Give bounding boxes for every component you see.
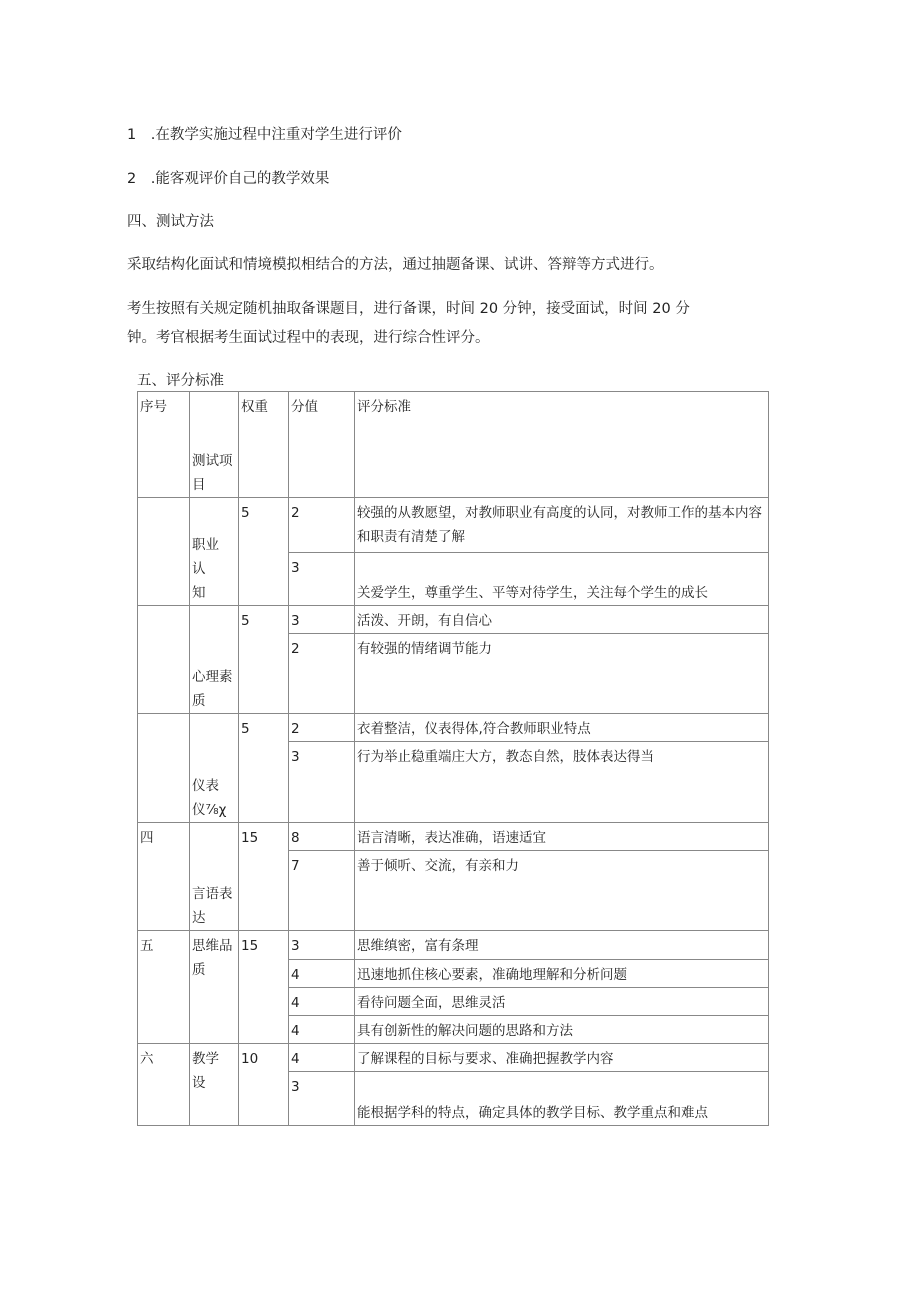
criteria: 迅速地抓住核心要素，准确地理解和分析问题	[355, 960, 769, 988]
score: 3	[289, 553, 355, 606]
score: 4	[289, 1016, 355, 1044]
score: 3	[289, 1072, 355, 1126]
criteria: 活泼、开朗，有自信心	[355, 606, 769, 634]
section-heading: 五、评分标准	[137, 373, 224, 389]
header-no: 序号	[138, 392, 190, 498]
score: 8	[289, 823, 355, 851]
score: 4	[289, 1044, 355, 1072]
test-item: 思维品 质	[190, 931, 239, 1044]
score: 2	[289, 498, 355, 553]
section-heading: 四、测试方法	[127, 214, 214, 230]
test-item: 仪表 仪⅞χ	[190, 714, 239, 823]
paragraph: 采取结构化面试和情境模拟相结合的方法，通过抽题备课、试讲、答辩等方式进行。	[127, 257, 664, 273]
test-item: 心理素 质	[190, 606, 239, 714]
weight: 5	[239, 498, 289, 606]
table-row	[138, 714, 769, 742]
row-number: 六	[138, 1044, 190, 1126]
weight: 15	[239, 823, 289, 931]
test-item: 教学 设	[190, 1044, 239, 1126]
criteria: 了解课程的目标与要求、准确把握教学内容	[355, 1044, 769, 1072]
table-header-row	[138, 392, 769, 498]
weight: 10	[239, 1044, 289, 1126]
score: 3	[289, 606, 355, 634]
criteria: 有较强的情绪调节能力	[355, 634, 769, 714]
criteria: 具有创新性的解决问题的思路和方法	[355, 1016, 769, 1044]
row-number	[138, 714, 190, 823]
score: 3	[289, 931, 355, 960]
paragraph: 1 .在教学实施过程中注重对学生进行评价	[127, 127, 402, 143]
criteria: 语言清晰，表达准确，语速适宜	[355, 823, 769, 851]
score: 2	[289, 714, 355, 742]
table-row	[138, 931, 769, 960]
weight: 15	[239, 931, 289, 1044]
header-weight: 权重	[239, 392, 289, 498]
row-number: 五	[138, 931, 190, 1044]
table-row	[138, 823, 769, 851]
row-number	[138, 606, 190, 714]
weight: 5	[239, 714, 289, 823]
criteria: 较强的从教愿望，对教师职业有高度的认同，对教师工作的基本内容和职责有清楚了解	[355, 498, 769, 553]
criteria: 能根据学科的特点，确定具体的教学目标、教学重点和难点	[355, 1072, 769, 1126]
score: 2	[289, 634, 355, 714]
score: 4	[289, 960, 355, 988]
weight: 5	[239, 606, 289, 714]
criteria: 善于倾听、交流，有亲和力	[355, 851, 769, 931]
criteria: 关爱学生，尊重学生、平等对待学生，关注每个学生的成长	[355, 553, 769, 606]
criteria: 衣着整洁，仪表得体,符合教师职业特点	[355, 714, 769, 742]
table-row	[138, 498, 769, 553]
row-number: 四	[138, 823, 190, 931]
header-item: 测试项目	[190, 392, 239, 498]
score: 3	[289, 742, 355, 823]
scoring-table	[137, 391, 769, 1126]
score: 7	[289, 851, 355, 931]
paragraph: 钟。考官根据考生面试过程中的表现，进行综合性评分。	[127, 330, 490, 346]
header-criteria: 评分标准	[355, 392, 769, 498]
row-number	[138, 498, 190, 606]
criteria: 思维缜密，富有条理	[355, 931, 769, 960]
paragraph: 2 .能客观评价自己的教学效果	[127, 171, 330, 187]
criteria: 看待问题全面，思维灵活	[355, 988, 769, 1016]
header-score: 分值	[289, 392, 355, 498]
paragraph: 考生按照有关规定随机抽取备课题目，进行备课，时间 20 分钟，接受面试，时间 20 分	[127, 301, 690, 317]
score: 4	[289, 988, 355, 1016]
test-item: 言语表 达	[190, 823, 239, 931]
criteria: 行为举止稳重端庄大方，教态自然，肢体表达得当	[355, 742, 769, 823]
test-item: 职业 认 知	[190, 498, 239, 606]
table-row	[138, 606, 769, 634]
table-row	[138, 1044, 769, 1072]
